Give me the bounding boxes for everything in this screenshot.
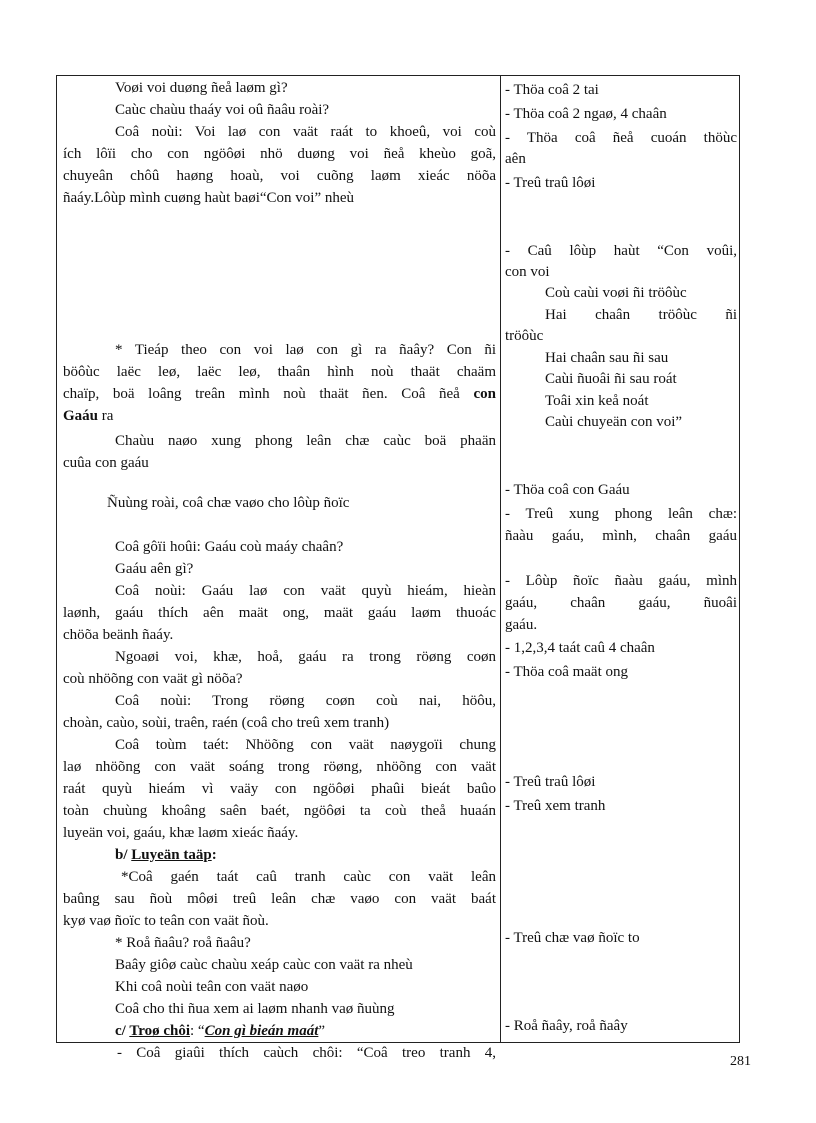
- text-line: *Coâ gaén taát caû tranh caùc con vaät leân: [121, 869, 496, 885]
- text-line: ñaáy.Lôùp mình cuøng haùt baøi“Con voi” nheù: [63, 190, 355, 206]
- lesson-table: [56, 75, 740, 1061]
- text-line: - Thöa coâ ñeå cuoán thöùc: [505, 130, 737, 146]
- text-line: coù nhöõng con vaät gì nöõa?: [63, 671, 243, 687]
- text-line: toàn chuùng khoâng saên baét, ngöôøi ta coù theå huaán: [63, 803, 496, 819]
- text-line: Khi coâ noùi teân con vaät naøo: [115, 979, 309, 995]
- text-line: laø nhöõng con vaät soáng trong röøng, nhöõng con vaät: [63, 759, 496, 775]
- text-line: - Roå ñaây, roå ñaây: [505, 1018, 628, 1034]
- section-heading-game: c/ Troø chôi: “Con gì bieán maát”: [115, 1023, 326, 1039]
- text-line: Coâ gôïi hoûi: Gaáu coù maáy chaân?: [115, 539, 344, 555]
- text-line: Coâ noùi: Trong röøng coøn coù nai, höôu,: [115, 693, 496, 709]
- section-heading-practice: b/ Luyeän taäp:: [115, 847, 217, 863]
- text-line: - Treû traû lôøi: [505, 774, 596, 790]
- child-activity-column: [501, 76, 741, 1042]
- text-line: kyø vaø ñoïc to teân con vaät ñoù.: [63, 913, 269, 929]
- text-line: chuyeân chôû haøng hoaù, voi cuõng laøm xieác nöõa: [63, 168, 496, 184]
- text-line: Chaùu naøo xung phong leân chæ caùc boä phaän: [115, 433, 496, 449]
- text-line: tröôùc: [505, 328, 544, 344]
- text-line: - Coâ giaûi thích caùch chôi: “Coâ treo tranh 4,: [117, 1045, 496, 1061]
- text-line: chöõa beänh ñaáy.: [63, 627, 174, 643]
- text-line: ñaàu gaáu, mình, chaân gaáu: [505, 528, 737, 544]
- text-line: Coâ noùi: Voi laø con vaät raát to khoeû, voi coù: [115, 124, 496, 140]
- text-line: - 1,2,3,4 taát caû 4 chaân: [505, 640, 655, 656]
- text-line: - Thöa coâ 2 tai: [505, 82, 599, 98]
- text-line: - Treû traû lôøi: [505, 175, 596, 191]
- text-line: laønh, gaáu thích aên maät ong, maät gaáu laøm thuoác: [63, 605, 496, 621]
- song-lyric-line: Hai chaân tröôùc ñi: [545, 307, 737, 323]
- text-line: * Tieáp theo con voi laø con gì ra ñaây? Con ñi: [115, 342, 496, 358]
- text-line: - Treû chæ vaø ñoïc to: [505, 930, 640, 946]
- text-line: baûng sau ñoù môøi treû leân chæ vaøo con vaät baát: [63, 891, 496, 907]
- song-lyric-line: Coù caùi voøi ñi tröôùc: [545, 285, 687, 301]
- text-line: ích lôïi cho con ngöôøi nhö duøng voi ñeå kheùo goã,: [63, 146, 496, 162]
- text-line: Ngoaøi voi, khæ, hoå, gaáu ra trong röøng coøn: [115, 649, 496, 665]
- text-line: - Treû xem tranh: [505, 798, 606, 814]
- text-line: gaáu, chaân gaáu, ñuoâi: [505, 595, 737, 611]
- text-line: - Thöa coâ 2 ngaø, 4 chaân: [505, 106, 667, 122]
- text-line: Ñuùng roài, coâ chæ vaøo cho lôùp ñoïc: [107, 495, 350, 511]
- text-line: aên: [505, 151, 526, 167]
- song-lyric-line: Hai chaân sau ñi sau: [545, 350, 669, 366]
- text-line: Baây giôø caùc chaùu xeáp caùc con vaät ra nheù: [115, 957, 413, 973]
- text-line: * Roå ñaâu? roå ñaâu?: [115, 935, 251, 951]
- text-line: luyeän voi, gaáu, khæ laøm xieác ñaáy.: [63, 825, 299, 841]
- text-line: Caùc chaùu thaáy voi oû ñaâu roài?: [115, 102, 330, 118]
- text-line: chaïp, boä loâng treân mình noù thaät ñen. Coâ ñeå con: [63, 386, 497, 402]
- teacher-activity-column: [57, 76, 500, 1061]
- text-line: Coâ noùi: Gaáu laø con vaät quyù hieám, hieàn: [115, 583, 496, 599]
- text-line: - Caû lôùp haùt “Con voûi,: [505, 243, 737, 259]
- text-line: - Treû xung phong leân chæ:: [505, 506, 737, 522]
- page-number: 281: [730, 1054, 751, 1069]
- text-line: choàn, caùo, soùi, traên, raén (coâ cho treû xem tranh): [63, 715, 390, 731]
- text-line: cuûa con gaáu: [63, 455, 149, 471]
- song-lyric-line: Toâi xin keå noát: [545, 393, 649, 409]
- text-line: Gaáu ra: [63, 408, 114, 424]
- text-line: gaáu.: [505, 617, 538, 633]
- text-line: - Thöa coâ maät ong: [505, 664, 629, 680]
- text-line: con voi: [505, 264, 550, 280]
- song-lyric-line: Caùi ñuoâi ñi sau roát: [545, 371, 677, 387]
- text-line: böôùc laëc leø, laëc leø, thaân hình noù thaät chaäm: [63, 364, 496, 380]
- text-line: Voøi voi duøng ñeå laøm gì?: [115, 80, 288, 96]
- text-line: Coâ cho thi ñua xem ai laøm nhanh vaø ñuùng: [115, 1001, 395, 1017]
- text-line: Coâ toùm taét: Nhöõng con vaät naøygoïi chung: [115, 737, 496, 753]
- text-line: raát quyù hieám vì vaäy con ngöôøi phaûi bieát baûo: [63, 781, 496, 797]
- text-line: Gaáu aên gì?: [115, 561, 194, 577]
- song-lyric-line: Caùi chuyeän con voi”: [545, 414, 683, 430]
- text-line: - Thöa coâ con Gaáu: [505, 482, 630, 498]
- text-line: - Lôùp ñoïc ñaàu gaáu, mình: [505, 573, 737, 589]
